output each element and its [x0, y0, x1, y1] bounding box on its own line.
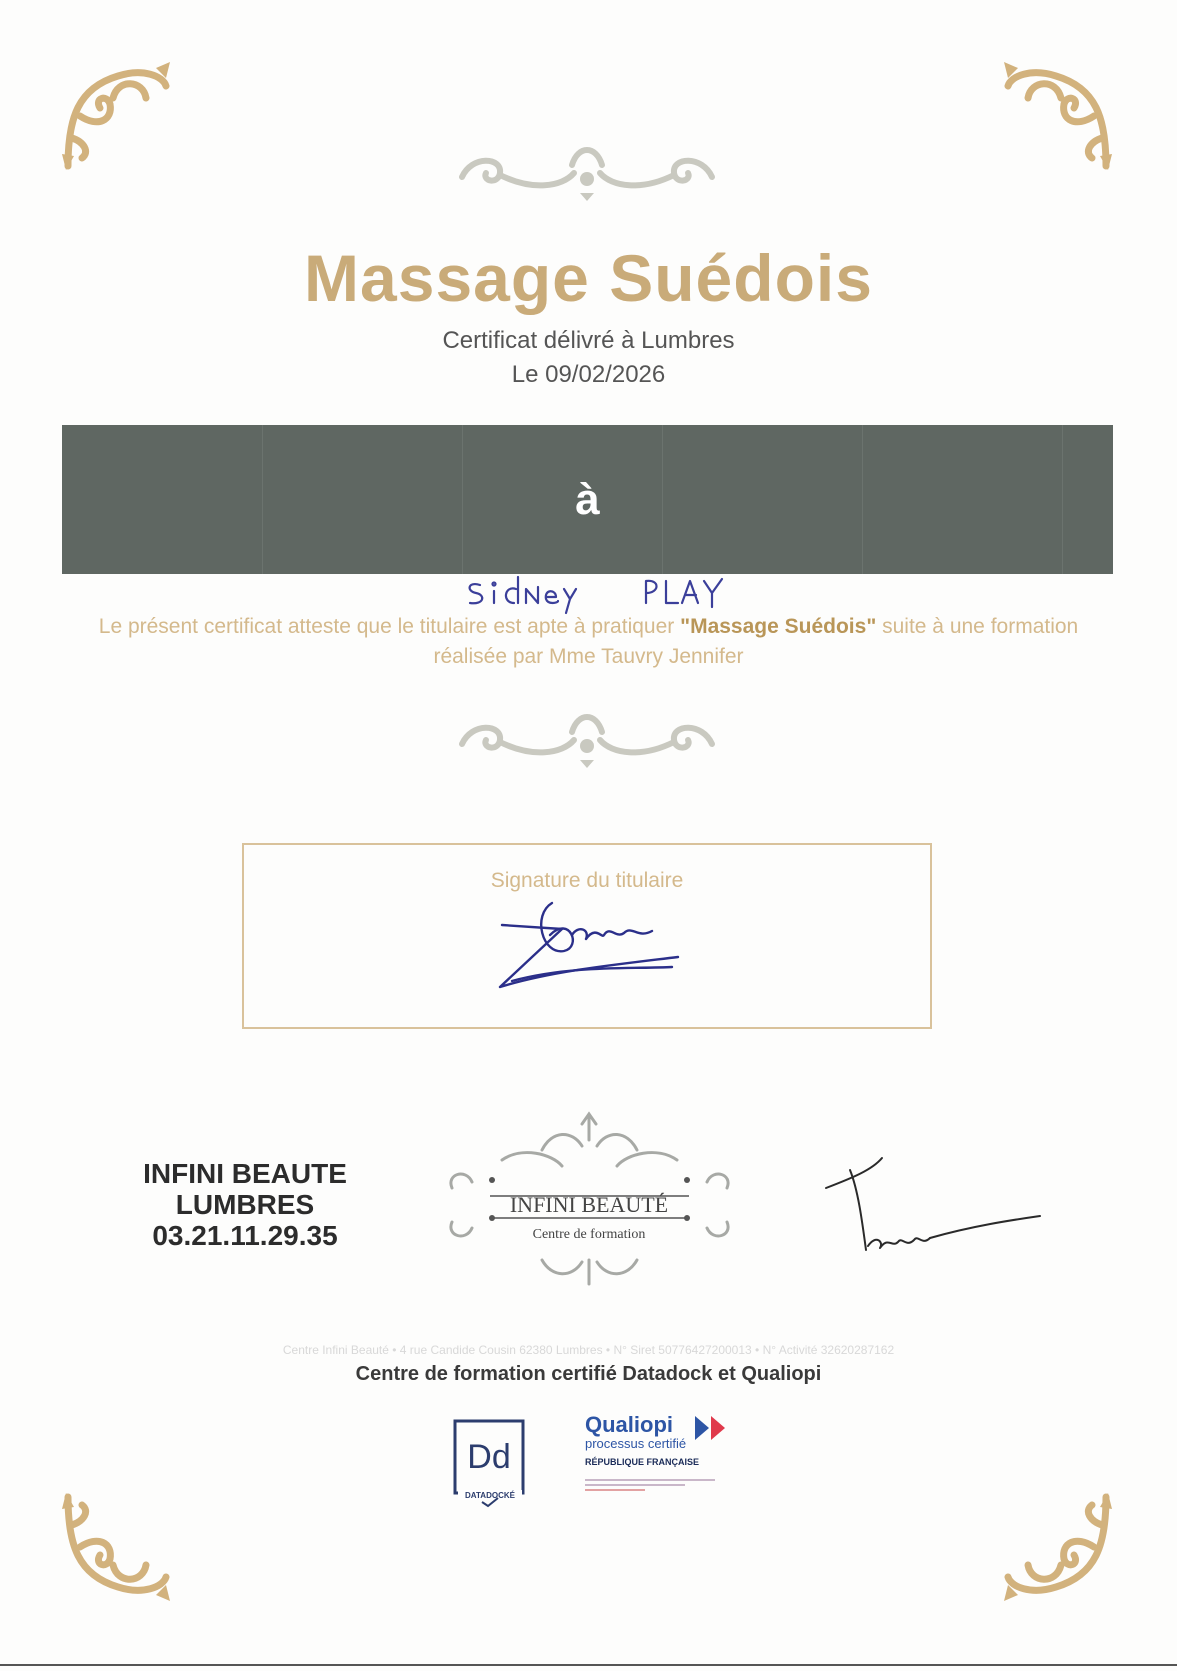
footer-certification: Centre de formation certifié Datadock et Qualiopi: [355, 1363, 822, 1385]
attestation-quote-close: ": [866, 615, 877, 638]
holder-signature: [492, 895, 682, 1005]
attestation-part2: suite à une formation réalisée par Mme Tauvry Jennifer: [433, 615, 1079, 668]
stamp-phone: 03.21.11.29.35: [152, 1220, 338, 1251]
logo-dot: [489, 1177, 495, 1183]
qualiopi-subtitle: processus certifié: [585, 1436, 687, 1451]
banner-text: à: [575, 475, 600, 524]
logo-dot: [489, 1215, 495, 1221]
company-stamp: [120, 1158, 370, 1251]
logo-dot: [684, 1177, 690, 1183]
recipient-handwritten-name: [460, 567, 760, 615]
attestation-part1: Le présent certificat atteste que le titulaire est apte à pratiquer: [98, 615, 681, 638]
datadock-logo: [452, 1418, 528, 1508]
flourish-divider-icon: [452, 135, 722, 205]
certificate-title: Massage Suédois: [304, 241, 873, 315]
corner-ornament-icon: [58, 58, 178, 178]
bottom-edge-line: [0, 1664, 1177, 1666]
corner-ornament-icon: [996, 1485, 1116, 1605]
datadock-label: DATADOCKÉ: [465, 1491, 515, 1500]
qualiopi-arrows-icon: [693, 1414, 733, 1442]
recipient-banner: [62, 425, 1113, 574]
qualiopi-logo: [585, 1412, 745, 1500]
stamp-company: INFINI BEAUTE: [143, 1158, 347, 1189]
datadock-mark: Dd: [467, 1438, 511, 1476]
footer-legal: Centre Infini Beauté • 4 rue Candide Cousin 62380 Lumbres • N° Siret 50776427200013 • N° Activité 32620287162: [282, 1343, 895, 1357]
flourish-divider-icon: [452, 702, 722, 772]
certificate-location: Certificat délivré à Lumbres: [442, 327, 735, 354]
attestation-course: Massage Suédois: [690, 615, 867, 638]
qualiopi-fine-print-icon: [585, 1478, 735, 1492]
stamp-city: LUMBRES: [175, 1189, 315, 1220]
logo-name: INFINI BEAUTÉ: [509, 1192, 669, 1217]
director-signature: [822, 1150, 1044, 1255]
logo-tagline: Centre de formation: [532, 1227, 646, 1242]
corner-ornament-icon: [58, 1485, 178, 1605]
certificate-date: Le 09/02/2026: [511, 361, 666, 388]
attestation-text: [80, 612, 1097, 672]
corner-ornament-icon: [996, 58, 1116, 178]
qualiopi-title: Qualiopi: [585, 1412, 673, 1437]
attestation-quote-open: ": [680, 615, 691, 638]
infini-beaute-logo: [442, 1110, 737, 1290]
qualiopi-republique: RÉPUBLIQUE FRANÇAISE: [585, 1457, 700, 1467]
logo-dot: [684, 1215, 690, 1221]
signature-label: Signature du titulaire: [490, 869, 684, 892]
holder-signature-box: [242, 843, 932, 1029]
